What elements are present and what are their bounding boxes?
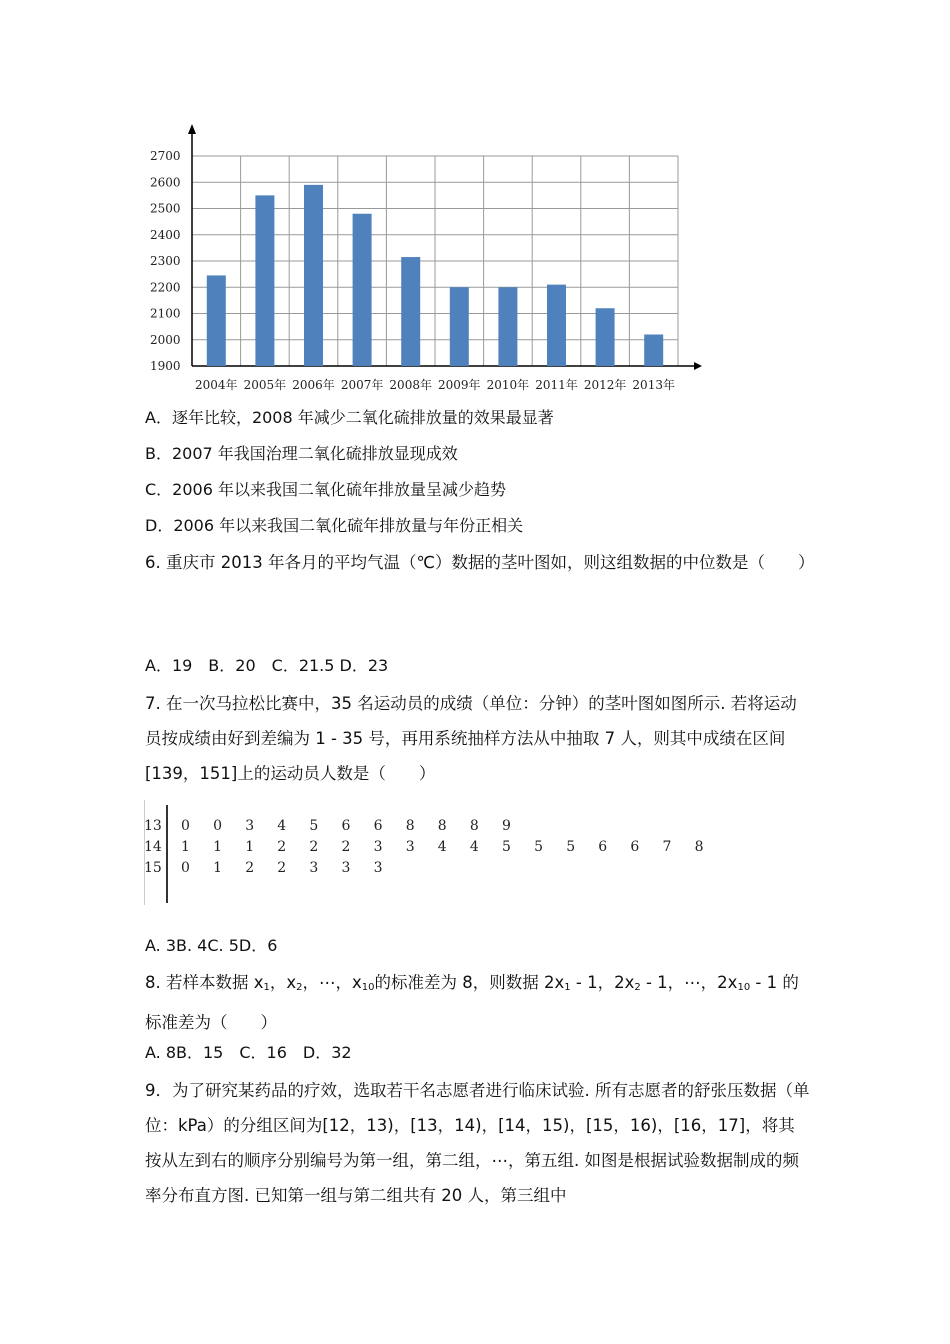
leaf-value: 3 (245, 818, 255, 834)
leaf-value: 2 (277, 860, 287, 876)
stem-divider (166, 805, 168, 903)
leaf-value: 6 (598, 839, 608, 855)
leaf-value: 8 (469, 818, 479, 834)
q7-stem: 7. 在一次马拉松比赛中，35 名运动员的成绩（单位：分钟）的茎叶图如图所示. 若将运动员按成绩由好到差编为 1 - 35 号，再用系统抽样方法从中抽取 7 人，则其中成绩在区间[139，151]上的运动员人数是（ ） (145, 694, 797, 783)
bar (401, 257, 420, 366)
y-axis-arrow (188, 124, 196, 134)
leaf-value: 3 (309, 860, 319, 876)
leaf-value: 7 (662, 839, 672, 855)
q5-option-c: C．2006 年以来我国二氧化硫年排放量呈减少趋势 (145, 480, 506, 499)
x-tick-label: 2013年 (632, 378, 675, 392)
y-tick-label: 2600 (150, 175, 181, 190)
x-tick-label: 2008年 (389, 378, 432, 392)
q5-option-b: B．2007 年我国治理二氧化硫排放显现成效 (145, 444, 458, 463)
stem-value: 14 (144, 839, 162, 855)
y-tick-label: 2300 (150, 254, 181, 268)
x-tick-label: 2007年 (340, 378, 384, 392)
leaf-value: 3 (405, 839, 415, 855)
q8-options: A. 8B．15 C．16 D．32 (145, 1043, 352, 1062)
x-tick-label: 2011年 (535, 378, 578, 392)
leaf-value: 3 (373, 860, 383, 876)
bar (353, 214, 372, 366)
leaf-value: 4 (469, 839, 479, 855)
q8-stem: 8. 若样本数据 $x_1$，$x_2$，⋯，$x_{10}$的标准差为 8，则数据 $2x_1 - 1$，$2x_2 - 1$，⋯，$2x_{10} - 1$ 的标准差为（ ） (145, 973, 799, 1032)
leaf-value: 8 (405, 818, 415, 834)
leaf-value: 2 (245, 860, 255, 876)
stem-value: 13 (144, 818, 162, 834)
q7-options: A. 3B. 4C. 5D．6 (145, 936, 278, 955)
so2-emission-bar-chart (130, 120, 710, 400)
leaf-value: 2 (341, 839, 351, 855)
leaf-value: 6 (630, 839, 640, 855)
stem-leaf-plot (144, 800, 704, 905)
bar (644, 335, 663, 367)
y-tick-label: 1900 (150, 359, 181, 373)
bar (596, 308, 615, 366)
leaf-value: 4 (277, 818, 287, 834)
leaf-value: 8 (694, 839, 704, 855)
x-tick-label: 2009年 (438, 378, 481, 392)
leaf-value: 1 (181, 839, 190, 855)
q9-stem: 9．为了研究某药品的疗效，选取若干名志愿者进行临床试验. 所有志愿者的舒张压数据（单位：kPa）的分组区间为[12，13)，[13，14)，[14，15)，[15，16)，[16，17]，将其按从左到右的顺序分别编号为第一组，第二组，⋯，第五组. 如图是根据试验数据制成的频率分布直方图. 已知第一组与第二组共有 20 人，第三组中 (145, 1081, 810, 1205)
leaf-value: 1 (245, 839, 255, 855)
x-tick-label: 2006年 (292, 378, 335, 392)
q6-options: A．19 B．20 C．21.5 D．23 (145, 656, 389, 675)
bar (304, 185, 323, 366)
x-axis-arrow (694, 362, 702, 370)
leaf-value: 5 (534, 839, 544, 855)
y-tick-label: 2500 (150, 201, 181, 216)
q6-stem: 6. 重庆市 2013 年各月的平均气温（℃）数据的茎叶图如，则这组数据的中位数是（ ） (145, 553, 815, 572)
leaf-value: 4 (437, 839, 447, 855)
leaf-value: 1 (213, 860, 223, 876)
leaf-value: 3 (373, 839, 383, 855)
leaf-value: 9 (502, 818, 511, 834)
q5-option-a: A．逐年比较，2008 年减少二氧化硫排放量的效果最显著 (145, 408, 554, 427)
leaf-value: 5 (566, 839, 576, 855)
y-tick-label: 2400 (150, 227, 181, 242)
y-tick-label: 2000 (150, 332, 181, 347)
leaf-value: 2 (277, 839, 287, 855)
stem-value: 15 (144, 860, 162, 876)
leaf-value: 8 (437, 818, 447, 834)
y-tick-label: 2100 (150, 306, 181, 321)
leaf-value: 1 (213, 839, 223, 855)
bar (498, 287, 517, 366)
leaf-value: 3 (341, 860, 351, 876)
x-tick-label: 2010年 (486, 378, 530, 392)
x-tick-label: 2012年 (583, 378, 627, 392)
bar (547, 285, 566, 366)
leaf-value: 2 (309, 839, 319, 855)
y-tick-label: 2700 (150, 149, 181, 163)
leaf-value: 6 (373, 818, 383, 834)
leaf-value: 0 (213, 818, 223, 834)
bar (255, 195, 274, 366)
leaf-value: 0 (181, 818, 190, 834)
bar (207, 275, 226, 366)
leaf-value: 6 (341, 818, 351, 834)
x-tick-label: 2004年 (195, 378, 238, 392)
leaf-value: 5 (502, 839, 511, 855)
bar (450, 287, 469, 366)
leaf-value: 0 (181, 860, 190, 876)
q5-option-d: D．2006 年以来我国二氧化硫年排放量与年份正相关 (145, 516, 524, 535)
y-tick-label: 2200 (150, 280, 181, 295)
leaf-value: 5 (309, 818, 319, 834)
x-tick-label: 2005年 (243, 378, 287, 392)
